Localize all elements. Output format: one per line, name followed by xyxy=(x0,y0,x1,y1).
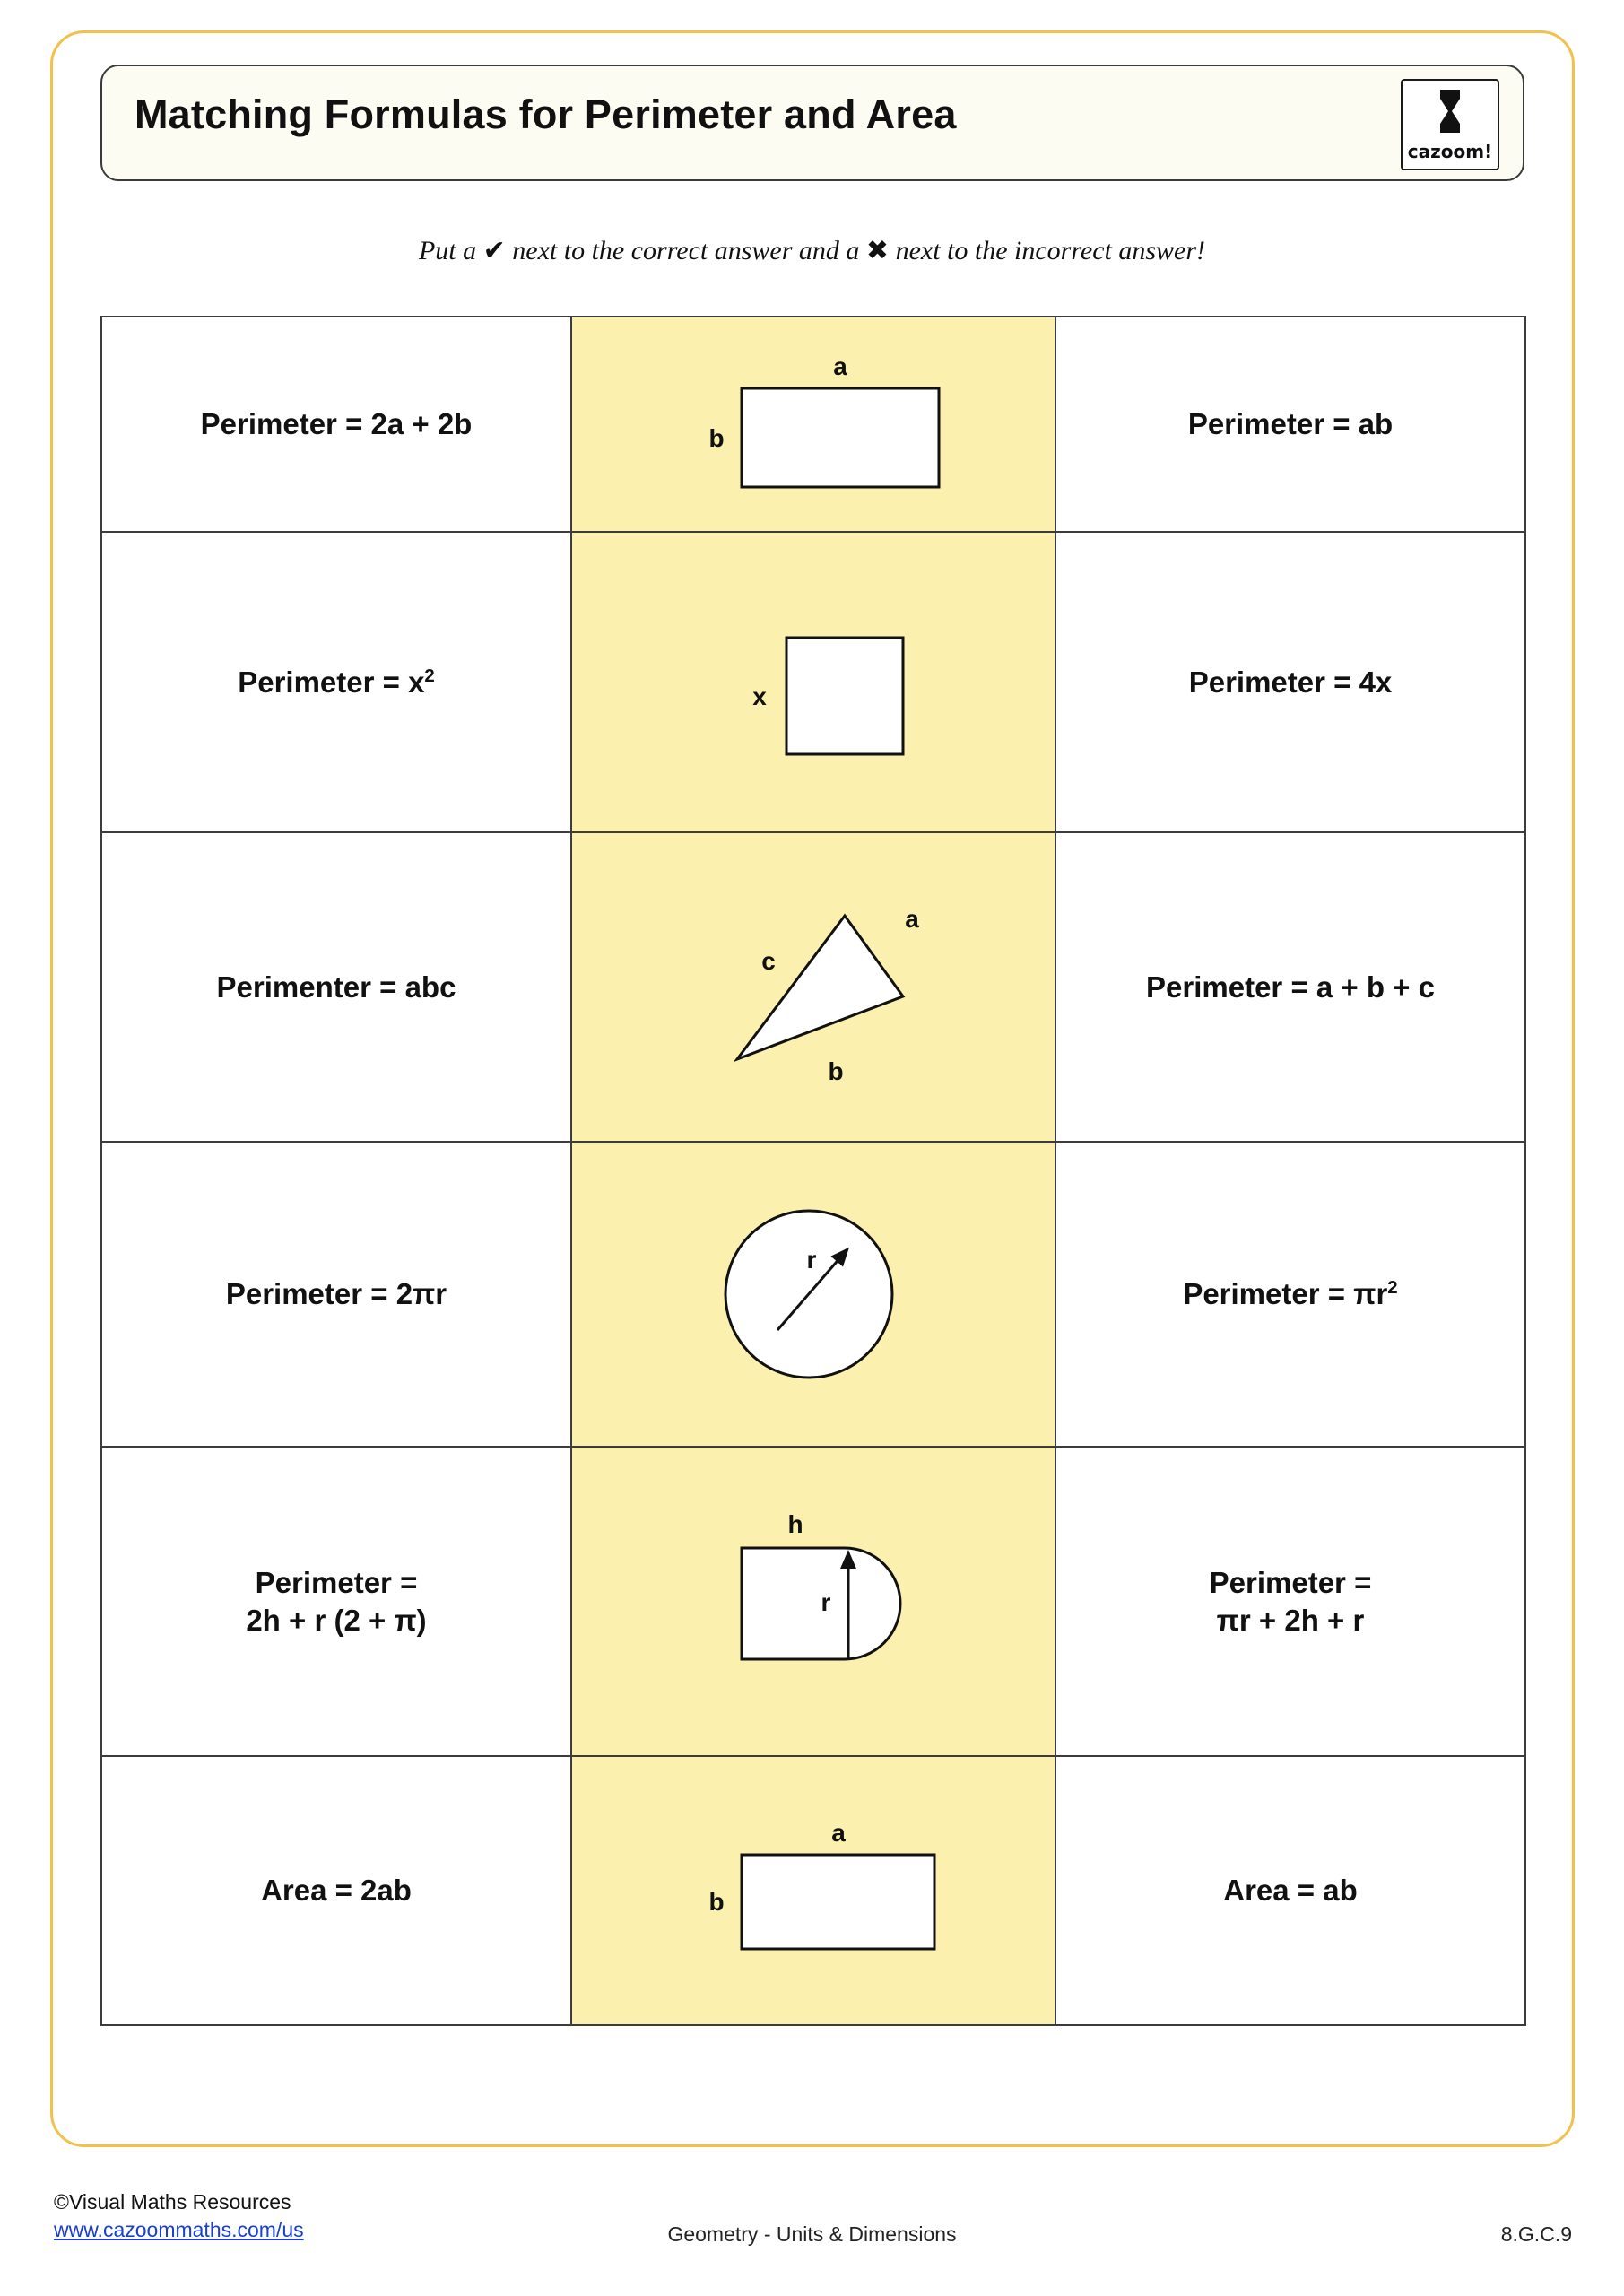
formula-text: Perimenter = abc xyxy=(216,970,456,1004)
rectangle-diagram xyxy=(572,1810,1055,1971)
formula-line-1: Perimeter = xyxy=(1209,1566,1372,1600)
table-row xyxy=(101,1142,1525,1447)
rectangle-svg xyxy=(643,1810,984,1971)
answer-cell-right[interactable] xyxy=(1055,1142,1525,1447)
table-row xyxy=(101,832,1525,1142)
triangle-diagram xyxy=(572,875,1055,1100)
answer-cell-left[interactable] xyxy=(101,1447,571,1756)
shape-cell xyxy=(571,317,1055,532)
formula-text: Area = 2ab xyxy=(261,1874,412,1908)
answer-cell-left[interactable] xyxy=(101,1756,571,2025)
formula-text: Area = ab xyxy=(1223,1874,1358,1908)
website-link[interactable]: www.cazoommaths.com/us xyxy=(54,2218,304,2242)
label-top: a xyxy=(833,352,847,380)
answer-cell-right[interactable] xyxy=(1055,317,1525,532)
table-row xyxy=(101,532,1525,832)
formula-text xyxy=(102,1559,570,1644)
square-diagram xyxy=(572,602,1055,763)
label-top: h xyxy=(787,1509,803,1538)
table-row xyxy=(101,1756,1525,2025)
shape-cell xyxy=(571,532,1055,832)
table-row xyxy=(101,317,1525,532)
label-radius: r xyxy=(806,1246,817,1274)
instruction-text-3: next to the incorrect answer! xyxy=(895,236,1206,265)
formula-text: Perimeter = 2a + 2b xyxy=(200,407,473,441)
square-svg xyxy=(643,602,984,763)
label-side: b xyxy=(708,424,725,452)
formula-line-1: Perimeter = xyxy=(255,1566,418,1600)
answer-cell-right[interactable] xyxy=(1055,532,1525,832)
logo-label: cazoom! xyxy=(1407,141,1493,162)
triangle-svg xyxy=(643,875,984,1100)
answer-cell-right[interactable] xyxy=(1055,1447,1525,1756)
formula-text: Perimeter = 4x xyxy=(1188,665,1393,699)
formula-text: Perimeter = a + b + c xyxy=(1146,970,1435,1004)
formula-text: Perimeter = $x^2$ xyxy=(238,665,435,699)
formula-text xyxy=(1056,1559,1524,1644)
answer-cell-right[interactable] xyxy=(1055,1756,1525,2025)
answer-cell-right[interactable] xyxy=(1055,832,1525,1142)
page-title: Matching Formulas for Perimeter and Area xyxy=(135,91,957,137)
formula-line-2: 2h + r (2 + π) xyxy=(246,1603,427,1637)
answer-cell-left[interactable] xyxy=(101,1142,571,1447)
shape-cell xyxy=(571,832,1055,1142)
rectangle-diagram xyxy=(572,344,1055,505)
check-icon: ✔ xyxy=(482,235,506,266)
label-b: b xyxy=(828,1057,844,1085)
formula-line-2: πr + 2h + r xyxy=(1216,1603,1365,1637)
header-box xyxy=(100,65,1524,181)
shape-cell xyxy=(571,1756,1055,2025)
shape-cell xyxy=(571,1142,1055,1447)
instruction-line xyxy=(0,235,1624,266)
label-top: a xyxy=(831,1819,846,1847)
answer-cell-left[interactable] xyxy=(101,317,571,532)
circle-svg xyxy=(643,1200,984,1388)
copyright-text: ©Visual Maths Resources xyxy=(54,2190,291,2213)
label-a: a xyxy=(905,904,919,933)
instruction-text-1: Put a xyxy=(418,236,477,265)
answer-cell-left[interactable] xyxy=(101,532,571,832)
label-side: b xyxy=(708,1888,725,1916)
answer-cell-left[interactable] xyxy=(101,832,571,1142)
label-radius: r xyxy=(821,1587,831,1616)
semicircle-rectangle-svg xyxy=(643,1499,984,1705)
footer-standard-code: 8.G.C.9 xyxy=(1500,2222,1572,2246)
footer-topic: Geometry - Units & Dimensions xyxy=(667,2222,957,2246)
shape-cell xyxy=(571,1447,1055,1756)
formula-text: Perimeter = 2πr xyxy=(225,1277,447,1311)
cazoom-logo xyxy=(1401,79,1499,170)
formula-text: Perimeter = $\pi r^2$ xyxy=(1183,1277,1398,1311)
cross-icon: ✖ xyxy=(865,235,890,266)
formula-text: Perimeter = ab xyxy=(1187,407,1394,441)
matching-table xyxy=(100,316,1526,2026)
instruction-text-2: next to the correct answer and a xyxy=(512,236,860,265)
hourglass-icon xyxy=(1437,88,1463,135)
semicircle-rectangle-diagram xyxy=(572,1499,1055,1705)
label-side: x xyxy=(752,682,767,710)
rectangle-svg xyxy=(643,344,984,505)
table-row xyxy=(101,1447,1525,1756)
circle-diagram xyxy=(572,1200,1055,1388)
label-c: c xyxy=(761,946,776,975)
